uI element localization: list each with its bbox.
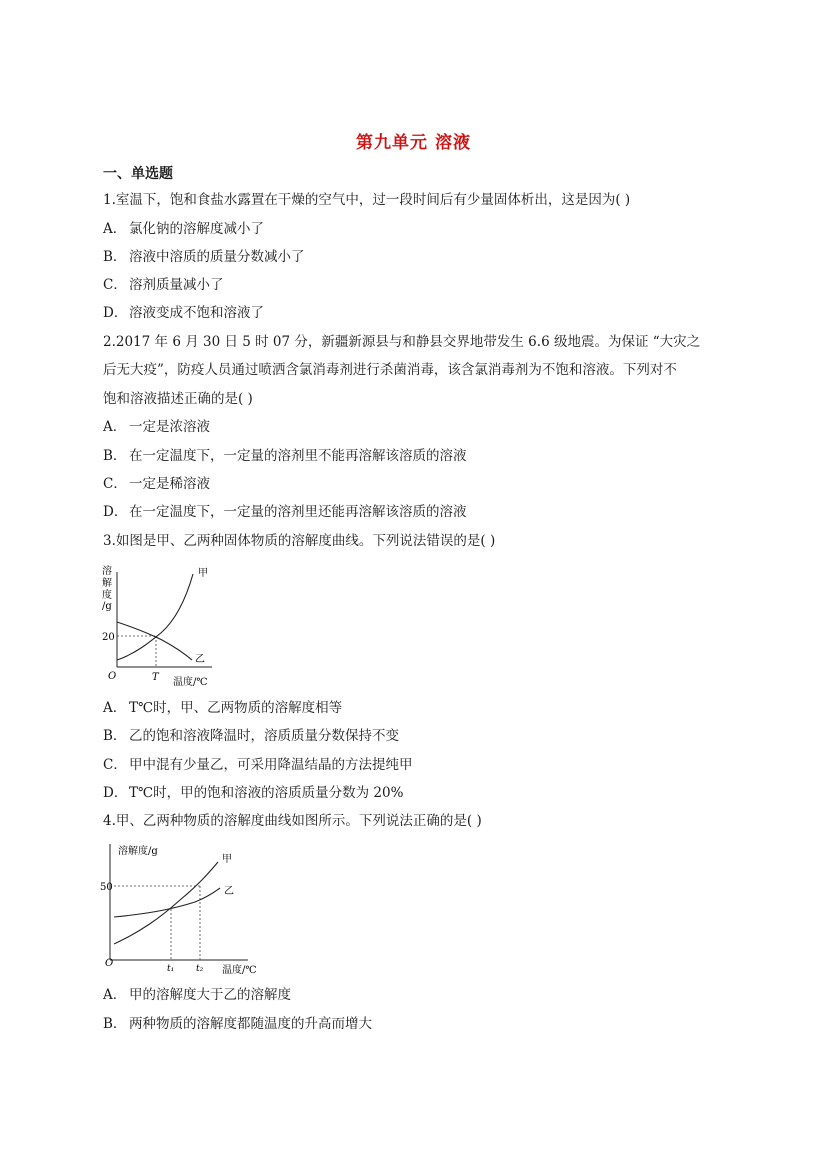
question-3-option-c xyxy=(103,756,413,774)
option-text: 甲中混有少量乙，可采用降温结晶的方法提纯甲 xyxy=(129,757,413,773)
y-axis-label: 溶解度/g xyxy=(118,846,158,857)
option-text: 甲的溶解度大于乙的溶解度 xyxy=(129,987,291,1003)
option-text: 一定是浓溶液 xyxy=(129,419,210,435)
question-3-stem: 3.如图是甲、乙两种固体物质的溶解度曲线。下列说法错误的是( ) xyxy=(103,533,496,549)
curve-jia xyxy=(114,862,218,944)
curve-yi xyxy=(117,622,192,660)
option-label: B． xyxy=(103,448,127,464)
option-text: 溶剂质量减小了 xyxy=(129,277,224,293)
y-axis-label-4: /g xyxy=(102,601,112,612)
question-2-option-b xyxy=(103,447,467,465)
option-text: 溶液中溶质的质量分数减小了 xyxy=(129,249,305,265)
question-2-stem-line-1: 2.2017 年 6 月 30 日 5 时 07 分，新疆新源县与和静县交界地带发生 6.6 级地震。为保证 “大灾之 xyxy=(103,334,701,350)
series-label-jia: 甲 xyxy=(222,854,232,865)
curve-yi xyxy=(114,888,220,917)
question-3-option-b xyxy=(103,727,399,745)
x-tick-label-t2: t₂ xyxy=(196,964,204,974)
series-label-yi: 乙 xyxy=(195,654,205,665)
option-text: 乙的饱和溶液降温时，溶质质量分数保持不变 xyxy=(129,728,399,744)
x-axis-label: 温度/℃ xyxy=(222,965,257,976)
option-label: A． xyxy=(103,419,127,435)
origin-label: O xyxy=(108,671,117,682)
question-1-option-a xyxy=(103,220,264,238)
option-text: 在一定温度下，一定量的溶剂里不能再溶解该溶质的溶液 xyxy=(129,448,467,464)
option-text: 一定是稀溶液 xyxy=(129,476,210,492)
option-label: A． xyxy=(103,987,127,1003)
question-1-option-d xyxy=(103,304,264,322)
option-label: C． xyxy=(103,757,127,773)
series-label-jia: 甲 xyxy=(198,568,208,579)
page-title: 第九单元 溶液 xyxy=(356,133,471,153)
y-axis-label-2: 解 xyxy=(102,578,112,589)
option-text: 两种物质的溶解度都随温度的升高而增大 xyxy=(129,1016,372,1032)
question-4-solubility-figure xyxy=(100,840,270,980)
question-2-stem-line-3: 饱和溶液描述正确的是( ) xyxy=(103,391,253,407)
option-label: A． xyxy=(103,221,127,237)
question-4-option-a xyxy=(103,986,291,1004)
question-1-option-c xyxy=(103,276,224,294)
option-label: C． xyxy=(103,476,127,492)
question-4-option-b xyxy=(103,1015,372,1033)
y-tick-label: 20 xyxy=(102,632,115,643)
option-label: B． xyxy=(103,1016,127,1032)
origin-label: O xyxy=(105,958,114,969)
y-axis-label-1: 溶 xyxy=(102,566,112,577)
y-tick-label: 50 xyxy=(100,882,113,893)
series-label-yi: 乙 xyxy=(224,886,234,897)
option-label: D． xyxy=(103,785,128,801)
option-text: 溶液变成不饱和溶液了 xyxy=(129,305,264,321)
question-4-stem: 4.甲、乙两种物质的溶解度曲线如图所示。下列说法正确的是( ) xyxy=(103,813,482,829)
option-text: 氯化钠的溶解度减小了 xyxy=(129,221,264,237)
option-label: A． xyxy=(103,700,127,716)
section-heading: 一、单选题 xyxy=(103,166,173,182)
x-tick-label: T xyxy=(152,672,159,683)
question-2-stem-line-2: 后无大疫”，防疫人员通过喷洒含氯消毒剂进行杀菌消毒，该含氯消毒剂为不饱和溶液。下列对不 xyxy=(103,362,677,378)
option-text: T℃时，甲的饱和溶液的溶质质量分数为 20% xyxy=(129,785,404,801)
x-axis-label: 温度/℃ xyxy=(173,677,208,688)
option-text: T℃时，甲、乙两物质的溶解度相等 xyxy=(129,700,343,716)
option-label: B． xyxy=(103,728,127,744)
question-2-option-a xyxy=(103,418,210,436)
option-label: C． xyxy=(103,277,127,293)
x-tick-label-t1: t₁ xyxy=(167,964,175,974)
option-text: 在一定温度下，一定量的溶剂里还能再溶解该溶质的溶液 xyxy=(129,504,467,520)
question-3-option-d xyxy=(103,784,403,802)
question-1-stem: 1.室温下，饱和食盐水露置在干燥的空气中，过一段时间后有少量固体析出，这是因为( ) xyxy=(103,192,631,208)
question-3-option-a xyxy=(103,699,342,717)
question-1-option-b xyxy=(103,248,305,266)
option-label: D． xyxy=(103,504,128,520)
question-3-solubility-figure xyxy=(100,562,225,692)
option-label: B． xyxy=(103,249,127,265)
option-label: D． xyxy=(103,305,128,321)
question-2-option-d xyxy=(103,503,467,521)
question-2-option-c xyxy=(103,475,210,493)
curve-jia xyxy=(117,574,193,660)
y-axis-label-3: 度 xyxy=(102,590,112,601)
